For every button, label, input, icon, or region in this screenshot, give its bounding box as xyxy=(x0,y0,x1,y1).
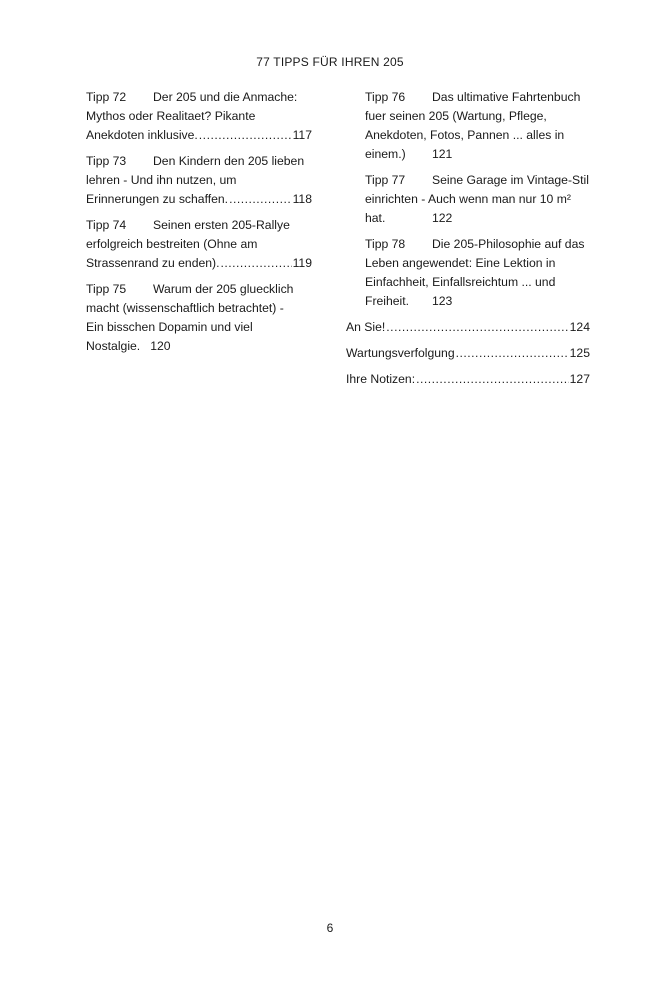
toc-entry-an-sie[interactable] xyxy=(346,318,590,337)
tip-title-line: Leben angewendet: Eine Lektion in xyxy=(365,256,556,270)
tip-title-line: Nostalgie. xyxy=(86,339,141,353)
dot-leader xyxy=(416,370,569,389)
toc-entry-tipp-76[interactable] xyxy=(346,88,590,164)
toc-entry-tipp-75[interactable] xyxy=(86,280,312,356)
tip-title-line: Einfachheit, Einfallsreichtum ... und xyxy=(365,275,556,289)
section-label: An Sie! xyxy=(346,320,386,334)
dot-leader xyxy=(456,344,569,363)
section-label: Ihre Notizen: xyxy=(346,372,416,386)
tip-title-line: Freiheit. xyxy=(365,294,410,308)
page-ref: 127 xyxy=(569,372,590,386)
dot-leader xyxy=(229,190,292,209)
tip-title-line: Seine Garage im Vintage-Stil xyxy=(432,173,589,187)
tip-title-line: Anekdoten inklusive. xyxy=(86,128,198,142)
tip-number: Tipp 72 xyxy=(86,90,127,104)
tip-number: Tipp 75 xyxy=(86,282,127,296)
tip-title-line: macht (wissenschaftlich betrachtet) - xyxy=(86,301,284,315)
tip-title-line: Der 205 und die Anmache: xyxy=(153,90,298,104)
tip-number: Tipp 74 xyxy=(86,218,127,232)
page-ref: 122 xyxy=(432,211,453,225)
tip-title-line: fuer seinen 205 (Wartung, Pflege, xyxy=(365,109,547,123)
toc-left-column xyxy=(86,88,312,363)
tip-title-line: Mythos oder Realitaet? Pikante xyxy=(86,109,256,123)
tip-title-line: einem.) xyxy=(365,147,406,161)
tip-title-line: Den Kindern den 205 lieben xyxy=(153,154,305,168)
page-number: 6 xyxy=(326,921,334,935)
page-ref: 118 xyxy=(292,192,312,206)
tip-title-line: Warum der 205 gluecklich xyxy=(153,282,294,296)
dot-leader xyxy=(386,318,568,337)
section-label: Wartungsverfolgung xyxy=(346,346,455,360)
tip-title-line: Ein bisschen Dopamin und viel xyxy=(86,320,253,334)
page-ref: 121 xyxy=(432,147,453,161)
toc-entry-tipp-77[interactable] xyxy=(346,171,590,228)
page-ref: 123 xyxy=(432,294,453,308)
tip-number: Tipp 77 xyxy=(365,173,406,187)
tip-title-line: hat. xyxy=(365,211,386,225)
tip-title-line: Seinen ersten 205-Rallye xyxy=(153,218,290,232)
running-header: 77 TIPPS FÜR IHREN 205 xyxy=(256,55,404,69)
page-ref: 120 xyxy=(150,339,171,353)
toc-entry-tipp-73[interactable] xyxy=(86,152,312,209)
tip-title-line: Strassenrand zu enden). xyxy=(86,256,220,270)
toc-entry-tipp-78[interactable] xyxy=(346,235,590,311)
tip-title-line: Erinnerungen zu schaffen. xyxy=(86,192,229,206)
tip-title-line: Die 205-Philosophie auf das xyxy=(432,237,585,251)
page-ref: 119 xyxy=(292,256,312,270)
tip-title-line: einrichten - Auch wenn man nur 10 m² xyxy=(365,192,571,206)
tip-title-line: Anekdoten, Fotos, Pannen ... alles in xyxy=(365,128,565,142)
page-ref: 124 xyxy=(569,320,590,334)
tip-title-line: erfolgreich bestreiten (Ohne am xyxy=(86,237,258,251)
toc-right-column xyxy=(346,88,590,396)
toc-entry-wartungsverfolgung[interactable] xyxy=(346,344,590,363)
page-ref: 125 xyxy=(569,346,590,360)
page-ref: 117 xyxy=(292,128,312,142)
dot-leader xyxy=(220,254,291,273)
dot-leader xyxy=(199,126,292,145)
toc-entry-tipp-74[interactable] xyxy=(86,216,312,273)
tip-title-line: Das ultimative Fahrtenbuch xyxy=(432,90,581,104)
toc-entry-tipp-72[interactable] xyxy=(86,88,312,145)
tip-title-line: lehren - Und ihn nutzen, um xyxy=(86,173,237,187)
tip-number: Tipp 73 xyxy=(86,154,127,168)
toc-entry-ihre-notizen[interactable] xyxy=(346,370,590,389)
tip-number: Tipp 76 xyxy=(365,90,406,104)
tip-number: Tipp 78 xyxy=(365,237,406,251)
